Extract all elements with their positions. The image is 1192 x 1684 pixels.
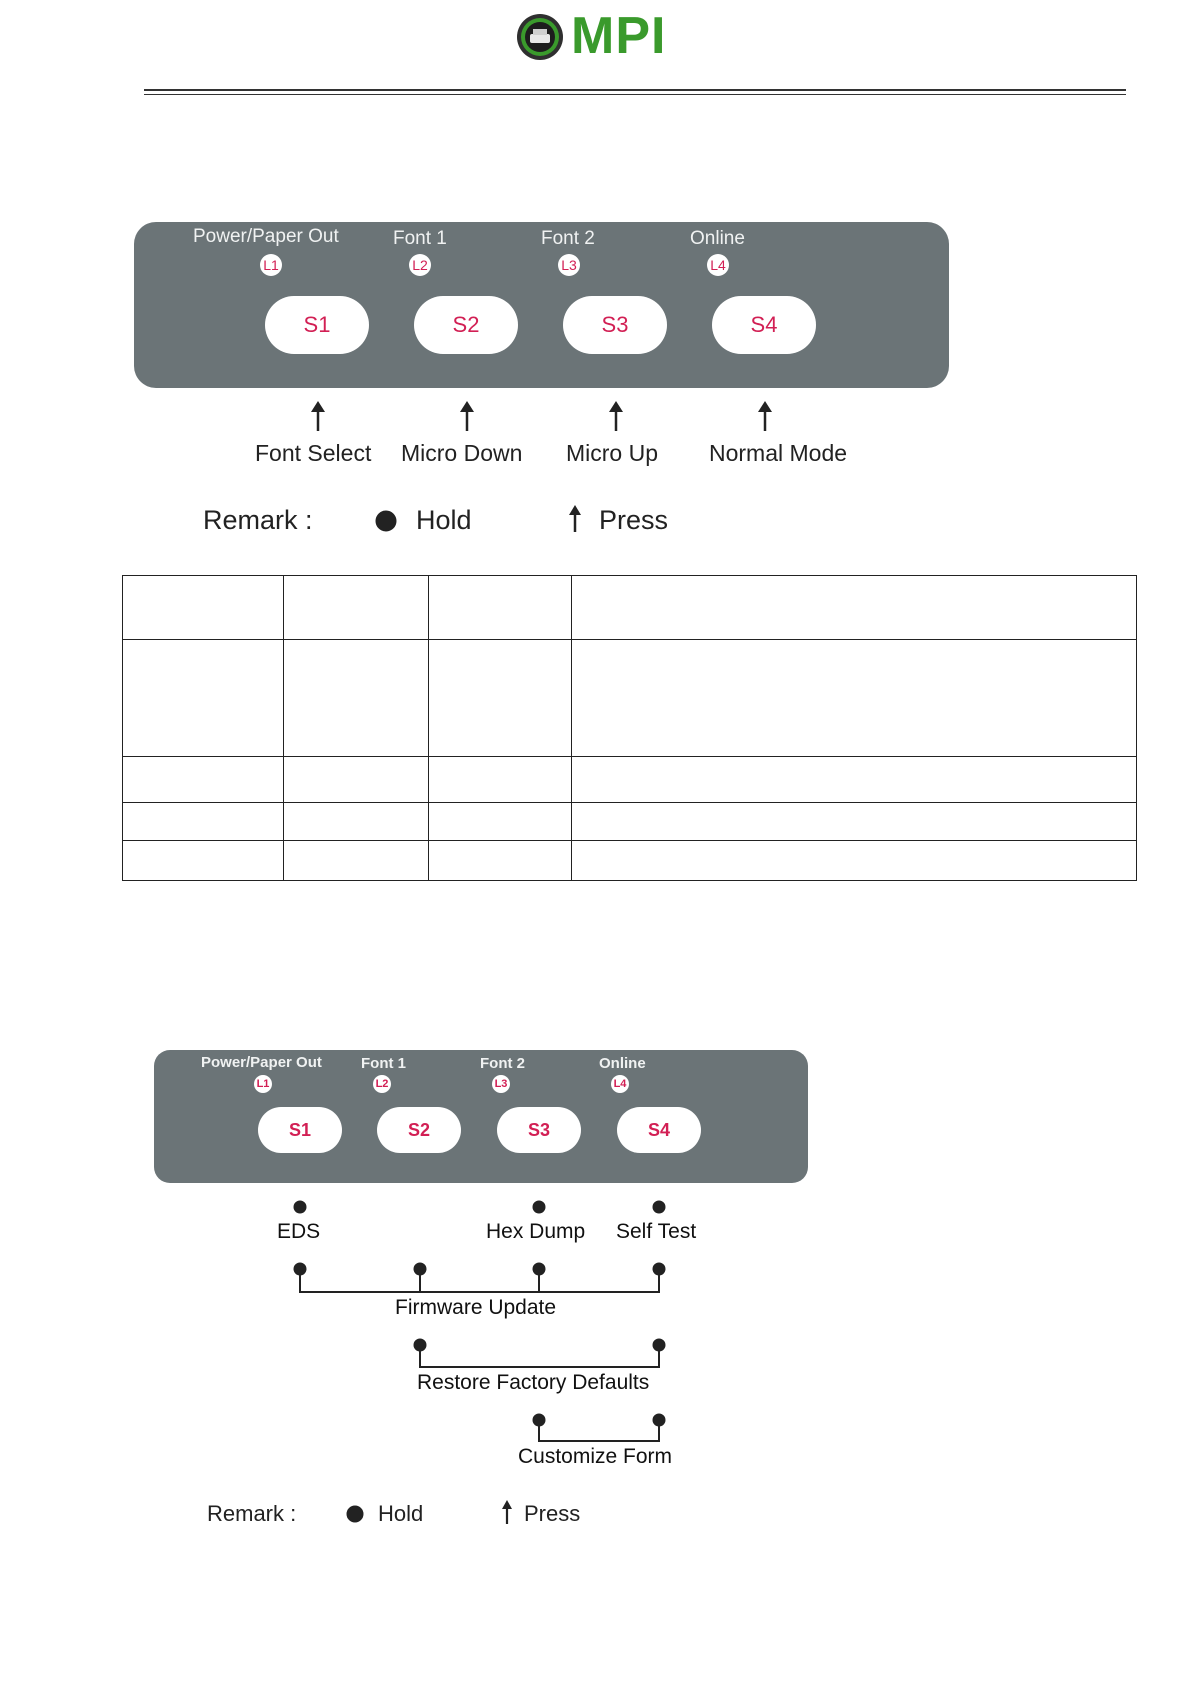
table-column-divider	[571, 576, 572, 880]
led-indicator-l1: L1	[254, 1075, 272, 1093]
led-indicator-l1: L1	[260, 254, 282, 276]
switch-s1-button[interactable]: S1	[258, 1107, 342, 1153]
hold-dot-icon	[347, 1506, 363, 1522]
led-title-online: Online	[690, 228, 745, 249]
switch-s3-button[interactable]: S3	[497, 1107, 581, 1153]
table-row-divider	[123, 639, 1136, 640]
function-self-test: Self Test	[616, 1220, 697, 1243]
led-title-online: Online	[599, 1055, 646, 1072]
led-indicator-l4: L4	[707, 254, 729, 276]
switch-s3-button[interactable]: S3	[563, 296, 667, 354]
led-title-font2: Font 2	[541, 228, 595, 249]
remark-press-text: Press	[524, 1501, 581, 1526]
function-micro-down: Micro Down	[401, 440, 523, 466]
remark-press-text: Press	[599, 505, 669, 535]
led-indicator-l2: L2	[409, 254, 431, 276]
led-indicator-l3: L3	[492, 1075, 510, 1093]
brand-name: MPI	[571, 7, 667, 65]
remark-hold-text: Hold	[378, 1501, 424, 1526]
press-arrow-icon	[460, 401, 474, 431]
led-indicator-l2: L2	[373, 1075, 391, 1093]
table-column-divider	[283, 576, 284, 880]
press-arrow-icon	[609, 401, 623, 431]
control-panel-bottom	[154, 1050, 808, 1183]
function-micro-up: Micro Up	[566, 440, 659, 466]
led-title-font2: Font 2	[480, 1055, 525, 1072]
press-arrow-icon	[569, 505, 581, 532]
led-title-power-paper-out: Power/Paper Out	[201, 1054, 322, 1071]
table-row-divider	[123, 756, 1136, 757]
function-normal-mode: Normal Mode	[709, 440, 848, 466]
hold-dot-icon	[653, 1201, 665, 1213]
hold-dot-icon	[376, 511, 396, 531]
function-hex-dump: Hex Dump	[486, 1220, 586, 1243]
press-arrow-icon	[502, 1500, 512, 1524]
switch-s2-button[interactable]: S2	[377, 1107, 461, 1153]
switch-s4-button[interactable]: S4	[712, 296, 816, 354]
remark-hold-text: Hold	[416, 505, 472, 535]
switch-s4-button[interactable]: S4	[617, 1107, 701, 1153]
led-indicator-l3: L3	[558, 254, 580, 276]
switch-s1-button[interactable]: S1	[265, 296, 369, 354]
led-title-font1: Font 1	[393, 228, 447, 249]
remark-label: Remark :	[203, 505, 313, 535]
function-table	[122, 575, 1137, 881]
led-title-power-paper-out: Power/Paper Out	[193, 226, 339, 247]
combo-restore-factory-defaults: Restore Factory Defaults	[417, 1371, 650, 1394]
table-row-divider	[123, 802, 1136, 803]
switch-s2-button[interactable]: S2	[414, 296, 518, 354]
combo-firmware-update: Firmware Update	[395, 1296, 557, 1319]
led-indicator-l4: L4	[611, 1075, 629, 1093]
combo-customize-form: Customize Form	[518, 1445, 673, 1468]
press-arrow-icon	[311, 401, 325, 431]
press-arrow-icon	[758, 401, 772, 431]
table-column-divider	[428, 576, 429, 880]
hold-dot-icon	[533, 1201, 545, 1213]
led-title-font1: Font 1	[361, 1055, 406, 1072]
remark-label: Remark :	[207, 1501, 297, 1526]
hold-dot-icon	[294, 1201, 306, 1213]
function-font-select: Font Select	[255, 440, 372, 466]
function-eds: EDS	[277, 1220, 321, 1243]
table-row-divider	[123, 840, 1136, 841]
